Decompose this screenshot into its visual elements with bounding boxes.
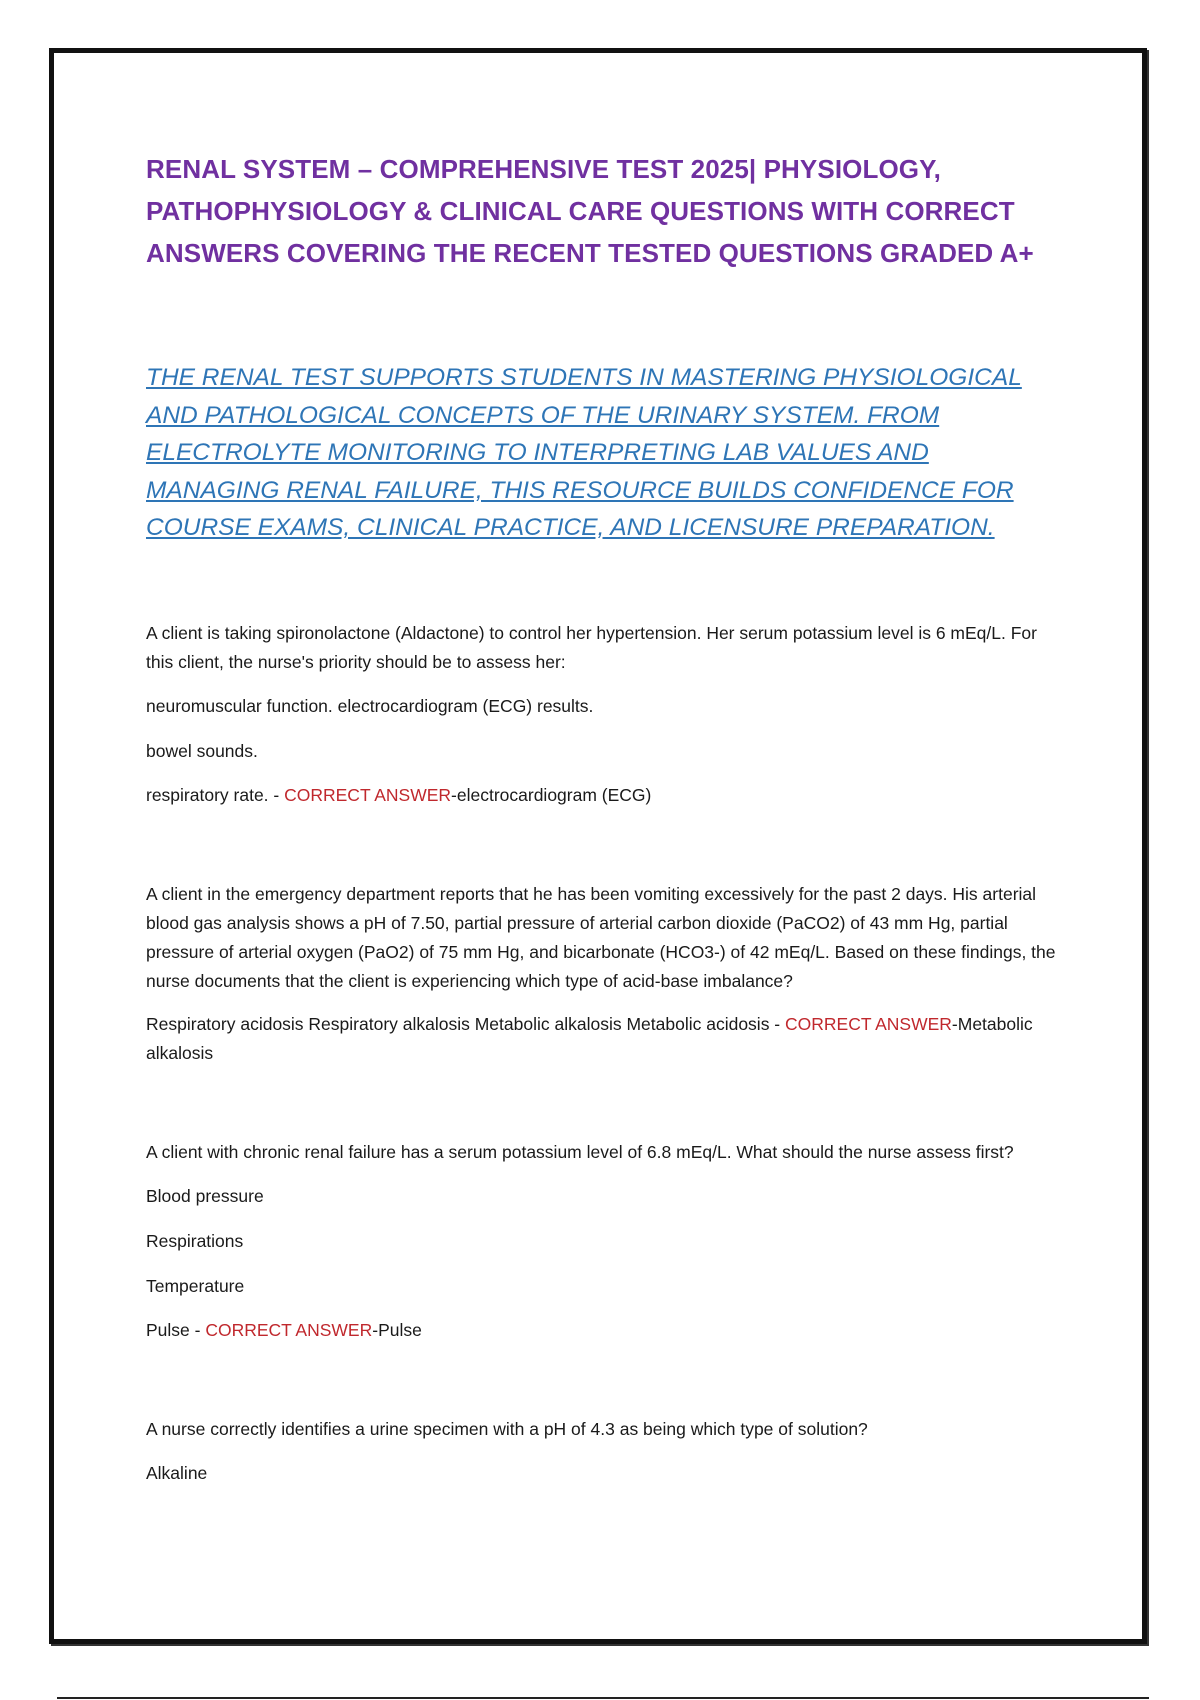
question-text: A nurse correctly identifies a urine specimen with a pH of 4.3 as being which type of solution? [146,1418,868,1439]
question-text: A client in the emergency department reports that he has been vomiting excessively for the past 2 days. His arterial blood gas analysis shows a pH of 7.50, partial pressure of arterial carbon dioxide (PaCO2) of 43 mm Hg, partial pressure of arterial oxygen (PaO2) of 75 mm Hg, and bicarbonate (HCO3-) of 42 mEq/L. Based on these findings, the nurse documents that the client is experiencing which type of acid-base imbalance? [146,883,1056,991]
last-option: respiratory rate. - [146,784,285,805]
option-2: Respirations [146,1230,244,1251]
question-block-2 [146,880,1066,1068]
answer-line [146,1010,1066,1068]
option-1: Blood pressure [146,1185,264,1206]
question-text: A client with chronic renal failure has a serum potassium level of 6.8 mEq/L. What should the nurse assess first? [146,1141,1014,1162]
document-body [146,148,1066,1503]
document-summary: THE RENAL TEST SUPPORTS STUDENTS IN MASTERING PHYSIOLOGICAL AND PATHOLOGICAL CONCEPTS OF THE URINARY SYSTEM. FROM ELECTROLYTE MONITORING TO INTERPRETING LAB VALUES AND MANAGING RENAL FAILURE, THIS RESOURCE BUILDS CONFIDENCE FOR COURSE EXAMS, CLINICAL PRACTICE, AND LICENSURE PREPARATION. [146,364,1022,541]
option-1: neuromuscular function. electrocardiogram (ECG) results. [146,695,594,716]
correct-answer-value: -Metabolic alkalosis [146,1013,1033,1063]
question-block-3 [146,1138,1066,1345]
option-2: bowel sounds. [146,740,258,761]
question-block-1 [146,619,1066,810]
correct-answer-label: CORRECT ANSWER [284,784,452,805]
option-1: Alkaline [146,1462,208,1483]
last-option: Respiratory acidosis Respiratory alkalosis Metabolic alkalosis Metabolic acidosis - [146,1013,785,1034]
question-block-4 [146,1415,1066,1489]
answer-line [146,781,1066,810]
correct-answer-label: CORRECT ANSWER [205,1319,373,1340]
answer-line [146,1316,1066,1345]
last-option: Pulse - [146,1319,206,1340]
question-text: A client is taking spironolactone (Aldactone) to control her hypertension. Her serum potassium level is 6 mEq/L. For this client, the nurse's priority should be to assess her: [146,622,1037,672]
option-3: Temperature [146,1275,245,1296]
correct-answer-value: -electrocardiogram (ECG) [451,784,652,805]
page-bottom-rule [57,1697,1149,1699]
document-title: RENAL SYSTEM – COMPREHENSIVE TEST 2025| PHYSIOLOGY, PATHOPHYSIOLOGY & CLINICAL CARE QUESTIONS WITH CORRECT ANSWERS COVERING THE RECENT TESTED QUESTIONS GRADED A+ [146,154,1034,268]
correct-answer-value: -Pulse [372,1319,422,1340]
correct-answer-label: CORRECT ANSWER [785,1013,952,1034]
